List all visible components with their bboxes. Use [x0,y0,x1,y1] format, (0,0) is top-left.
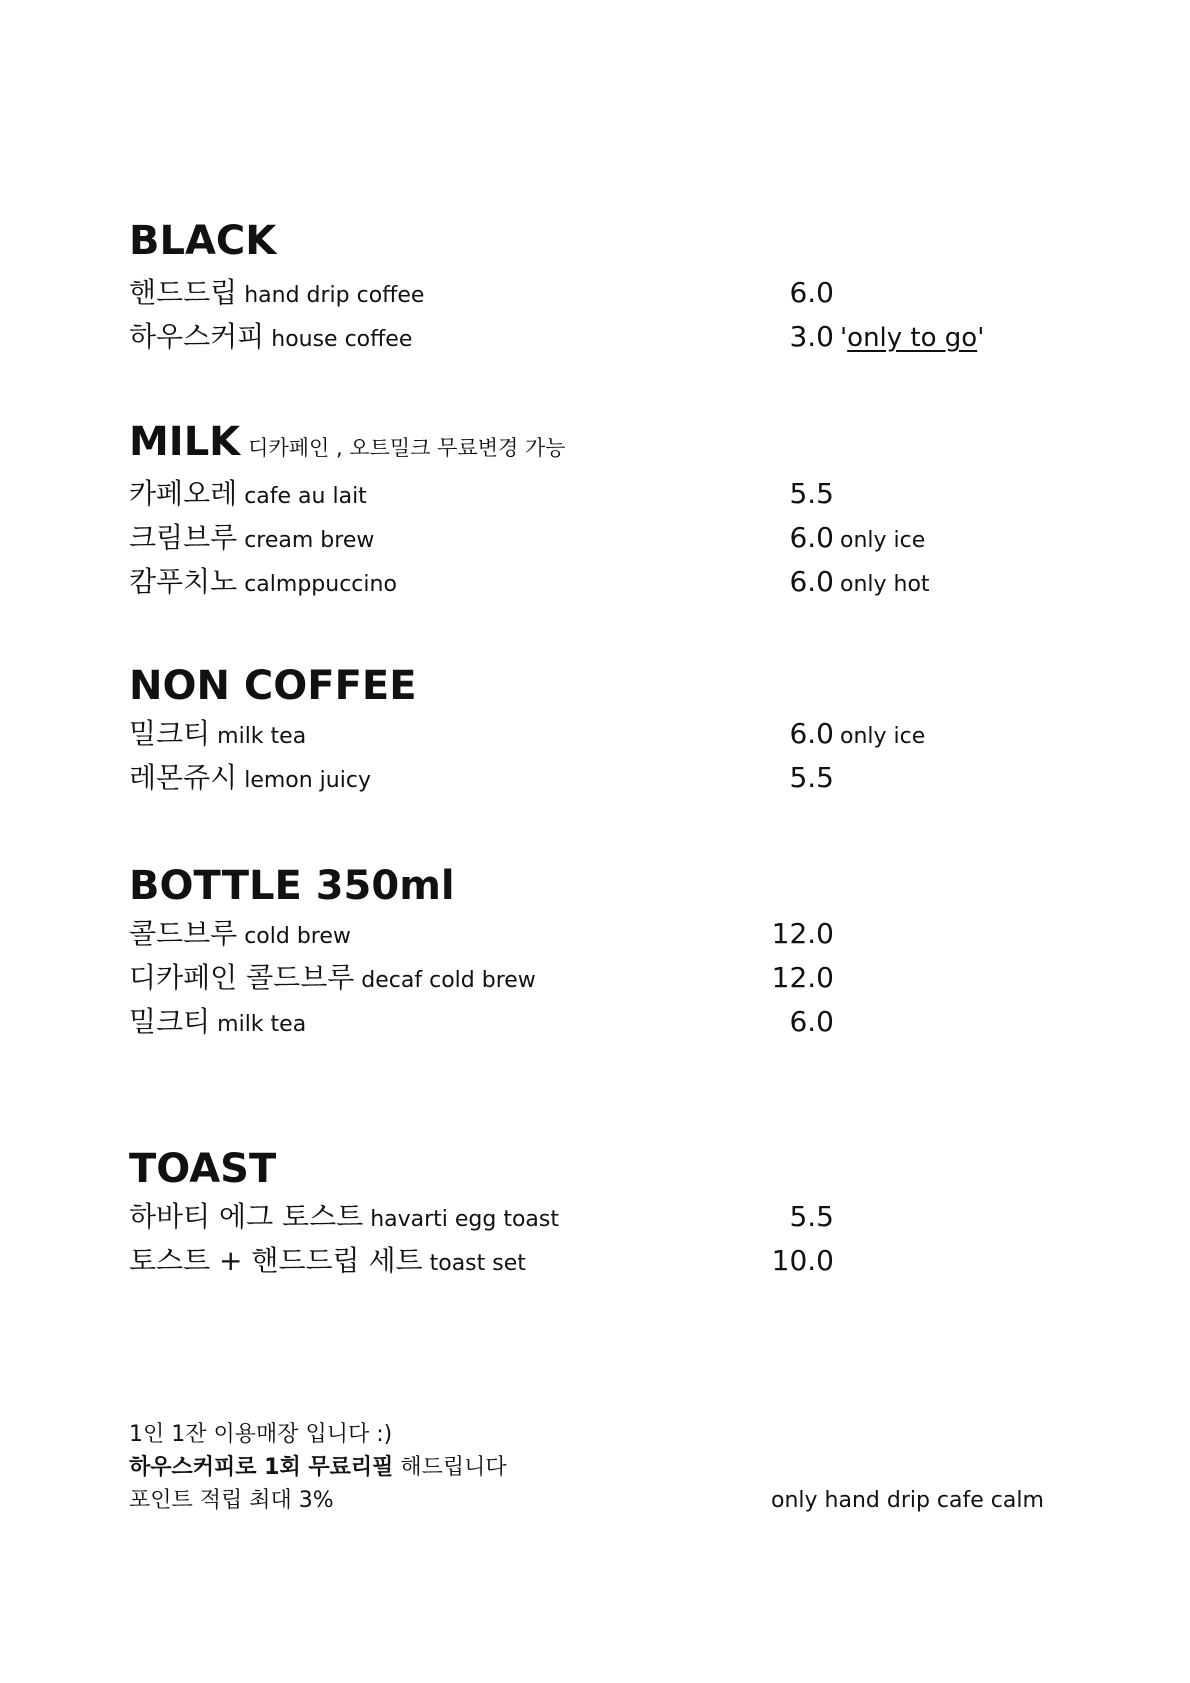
menu-item-bottle-milk-tea [129,1000,1089,1044]
item-name-en: hand drip coffee [244,283,425,308]
item-price: 6.0 only ice [789,521,926,554]
price-note: 'only to go' [840,323,985,353]
item-name-ko: 디카페인 콜드브루 [129,961,355,994]
item-name-ko: 하바티 에그 토스트 [129,1200,364,1233]
price-note: only ice [840,528,926,553]
item-name-en: milk tea [217,1012,307,1037]
item-name-en: milk tea [217,724,307,749]
item-name-ko: 핸드드립 [129,276,238,309]
item-name-en: decaf cold brew [361,968,536,993]
item-name-en: toast set [429,1251,526,1276]
menu-item-cold-brew [129,912,1089,956]
item-name-ko: 하우스커피 [129,320,265,353]
section-non-coffee [129,662,1089,800]
item-price: 6.0 only ice [789,717,926,750]
section-toast [129,1145,1089,1283]
footer-line-refill: 하우스커피로 1회 무료리필 해드립니다 [129,1455,507,1480]
item-name-en: cold brew [244,924,351,949]
menu-item-hand-drip [129,271,1089,315]
price-note: only hot [840,572,930,597]
item-name-en: cafe au lait [244,484,367,509]
item-name-en: cream brew [244,528,375,553]
section-title: TOAST [129,1146,277,1192]
section-black [129,217,1089,359]
menu-item-cafe-au-lait [129,472,1089,516]
section-title: NON COFFEE [129,663,417,709]
section-note: 디카페인 , 오트밀크 무료변경 가능 [248,436,566,460]
section-title: BOTTLE 350ml [129,863,455,909]
item-name-ko: 캄푸치노 [129,565,238,598]
item-name-en: havarti egg toast [370,1207,560,1232]
item-name-ko: 크림브루 [129,521,238,554]
item-price: 6.0 [789,1005,834,1038]
item-name-en: lemon juicy [244,768,371,793]
section-title: MILK 디카페인 , 오트밀크 무료변경 가능 [129,419,566,465]
menu-item-calmppuccino [129,560,1089,604]
item-name-ko: 레몬쥬시 [129,761,238,794]
footer-line-points: 포인트 적립 최대 3% [129,1488,334,1513]
price-note: only ice [840,724,926,749]
item-price: 5.5 [789,477,834,510]
menu-item-toast-set [129,1239,1089,1283]
item-name-ko: 토스트 + 핸드드립 세트 [129,1244,423,1277]
item-price: 12.0 [771,917,834,950]
item-name-en: house coffee [271,327,413,352]
menu-item-lemon-juicy [129,756,1089,800]
item-price: 12.0 [771,961,834,994]
item-name-ko: 밀크티 [129,1005,211,1038]
menu-item-milk-tea [129,712,1089,756]
menu-item-cream-brew [129,516,1089,560]
footer-cafe-tagline: only hand drip cafe calm [771,1488,1044,1513]
item-price: 5.5 [789,1200,834,1233]
menu-item-decaf-cold-brew [129,956,1089,1000]
item-name-en: calmppuccino [244,572,397,597]
item-price: 6.0 only hot [789,565,930,598]
item-name-ko: 카페오레 [129,477,238,510]
menu-item-house-coffee [129,315,1089,359]
item-price: 6.0 [789,276,834,309]
item-name-ko: 콜드브루 [129,917,238,950]
footer-line-one-per-person: 1인 1잔 이용매장 입니다 :) [129,1422,393,1447]
section-bottle [129,862,1089,1044]
item-price: 5.5 [789,761,834,794]
item-price: 3.0 'only to go' [789,320,985,353]
item-price: 10.0 [771,1244,834,1277]
item-name-ko: 밀크티 [129,717,211,750]
section-title: BLACK [129,218,277,264]
section-milk [129,418,1089,604]
menu-item-havarti-egg-toast [129,1195,1089,1239]
